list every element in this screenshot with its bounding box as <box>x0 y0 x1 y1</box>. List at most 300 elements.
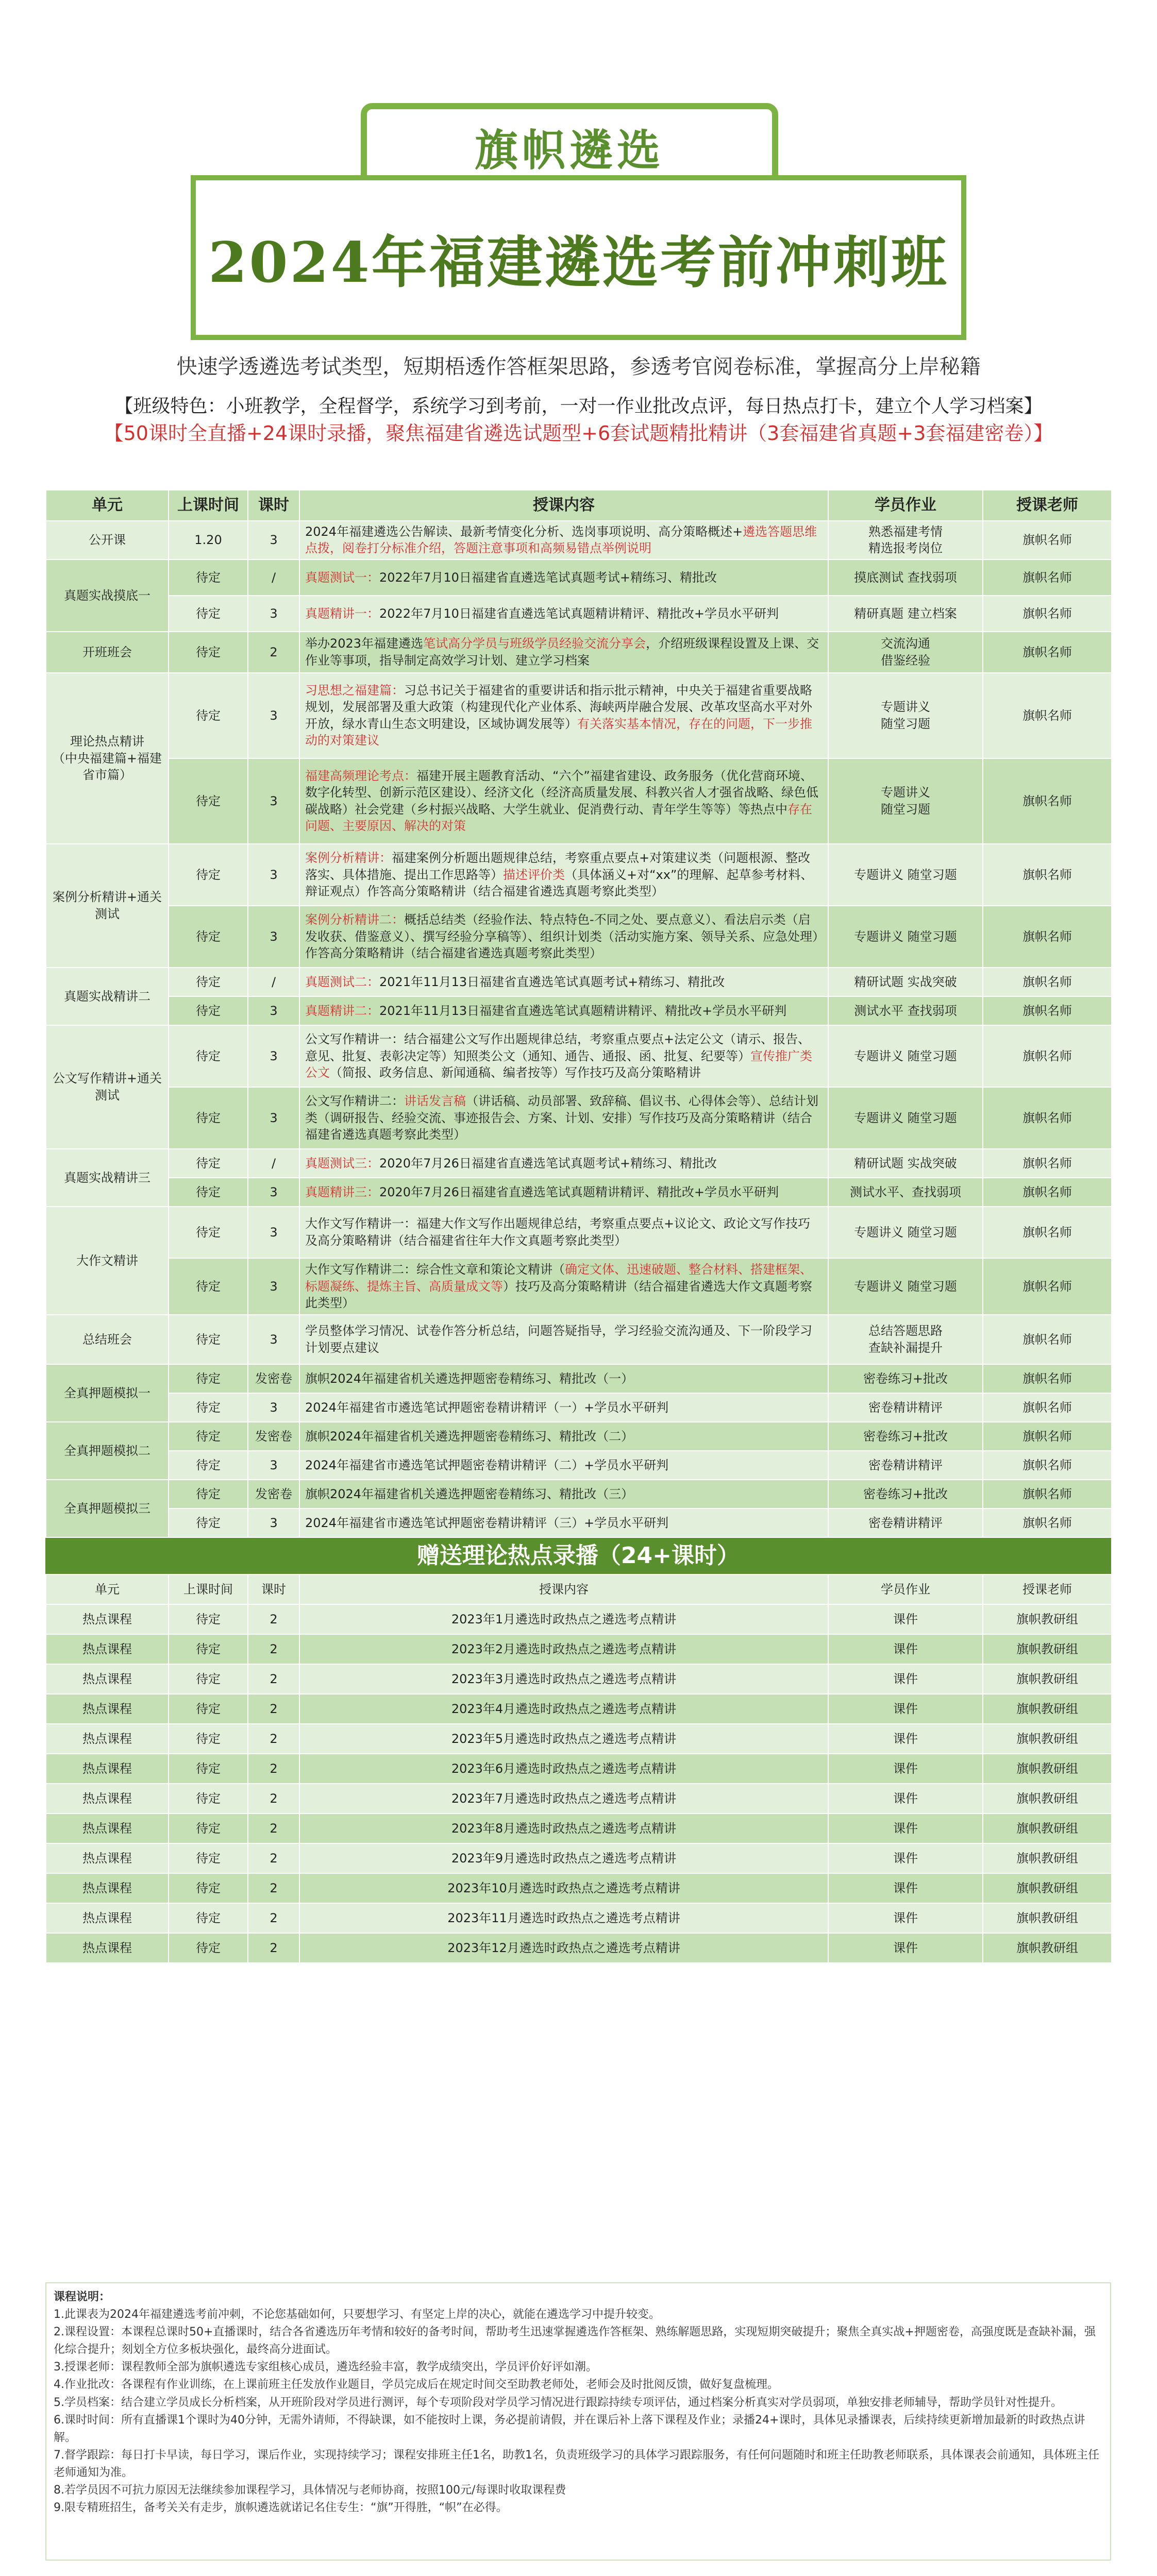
bonus-teacher-cell: 旗帜教研组 <box>983 1814 1112 1843</box>
note-item: 5.学员档案：结合建立学员成长分析档案，从开班阶段对学员进行测评，每个专项阶段对学员学习情况进行跟踪持续专项评估，通过档案分析真实对学员弱项，单独安排老师辅导，帮助学员针对性提升。 <box>54 2396 1062 2409</box>
bonus-header-content: 授课内容 <box>299 1574 828 1604</box>
bonus-hours-cell: 2 <box>248 1724 299 1754</box>
bonus-time-cell: 待定 <box>169 1814 248 1843</box>
hours-cell: 3 <box>248 596 299 632</box>
hours-cell: 3 <box>248 844 299 906</box>
content-text: 真题测试三： <box>305 1156 379 1171</box>
bonus-content-cell: 2023年4月遴选时政热点之遴选考点精讲 <box>299 1694 828 1724</box>
content-cell <box>299 1393 828 1422</box>
unit-cell: 公文写作精讲+通关测试 <box>46 1025 169 1149</box>
schedule-row <box>46 521 1112 560</box>
hours-cell: 3 <box>248 673 299 758</box>
bonus-title: 赠送理论热点录播（24+课时） <box>45 1538 1111 1574</box>
teacher-cell: 旗帜名师 <box>983 1451 1112 1480</box>
unit-cell: 真题实战摸底一 <box>46 560 169 632</box>
teacher-cell: 旗帜名师 <box>983 758 1112 844</box>
unit-cell: 全真押题模拟三 <box>46 1480 169 1537</box>
content-text: 旗帜2024年福建省机关遴选押题密卷精练习、精批改（一） <box>305 1371 634 1386</box>
bonus-header-unit: 单元 <box>46 1574 169 1604</box>
content-text: （具体涵义+对“xx”的理解、起草参考材料、辩证观点）作答高分策略精讲（结合福建省遴选真题考察此类型） <box>305 867 813 899</box>
bonus-hw-cell: 课件 <box>828 1724 983 1754</box>
note-item: 8.若学员因不可抗力原因无法继续参加课程学习，具体情况与老师协商，按照100元/每课时收取课程费 <box>54 2484 566 2497</box>
homework-cell: 专题讲义 随堂习题 <box>828 906 983 968</box>
schedule-row <box>46 1258 1112 1315</box>
content-text: 2022年7月10日福建省直遴选笔试真题考试+精练习、精批改 <box>379 570 717 585</box>
content-cell <box>299 968 828 996</box>
content-text: 2020年7月26日福建省直遴选笔试真题考试+精练习、精批改 <box>379 1156 717 1171</box>
hours-cell: 3 <box>248 1315 299 1364</box>
content-text: 习总书记关于福建省的重要讲话和指示批示精神，中央关于福建省重要战略规划，发展部署及重大政策（构建现代化产业体系、海峡两岸融合发展、改革攻坚高水平对外开放，绿水青山生态文明建设，区域协调发展等） <box>305 683 812 731</box>
homework-cell: 密卷练习+批改 <box>828 1422 983 1451</box>
content-text: 2021年11月13日福建省直遴选笔试真题考试+精练习、精批改 <box>379 974 725 989</box>
bonus-table <box>45 1574 1112 1963</box>
time-cell: 待定 <box>169 1315 248 1364</box>
content-cell <box>299 1178 828 1207</box>
bonus-content-cell: 2023年12月遴选时政热点之遴选考点精讲 <box>299 1933 828 1963</box>
homework-cell: 专题讲义 随堂习题 <box>828 844 983 906</box>
bonus-time-cell: 待定 <box>169 1664 248 1694</box>
content-text: 公文写作精讲二： <box>305 1094 404 1109</box>
bonus-time-cell: 待定 <box>169 1843 248 1873</box>
content-text: 2020年7月26日福建省直遴选笔试真题精讲精评、精批改+学员水平研判 <box>379 1184 779 1199</box>
content-text: 存在问题、主要原因、解决的对策 <box>305 802 812 834</box>
schedule-row <box>46 1178 1112 1207</box>
hours-cell: 3 <box>248 521 299 560</box>
teacher-cell: 旗帜名师 <box>983 968 1112 996</box>
schedule-body <box>46 521 1112 1537</box>
schedule-row <box>46 1393 1112 1422</box>
bonus-row <box>46 1694 1112 1724</box>
homework-cell: 专题讲义 随堂习题 <box>828 1087 983 1149</box>
bonus-header-time: 上课时间 <box>169 1574 248 1604</box>
bonus-row <box>46 1604 1112 1634</box>
content-cell <box>299 844 828 906</box>
teacher-cell: 旗帜名师 <box>983 673 1112 758</box>
bonus-hours-cell: 2 <box>248 1664 299 1694</box>
header-time: 上课时间 <box>169 490 248 521</box>
content-text: 2024年福建省市遴选笔试押题密卷精讲精评（三）+学员水平研判 <box>305 1515 669 1530</box>
content-text: 真题精讲三： <box>305 1184 379 1199</box>
bonus-hw-cell: 课件 <box>828 1664 983 1694</box>
bonus-unit-cell: 热点课程 <box>46 1604 169 1634</box>
content-text: 有关落实基本情况，存在的问题，下一步推动的对策建议 <box>305 716 812 748</box>
header-hours: 课时 <box>248 490 299 521</box>
content-text: 福建高频理论考点： <box>305 769 416 783</box>
bonus-teacher-cell: 旗帜教研组 <box>983 1694 1112 1724</box>
schedule-row <box>46 996 1112 1025</box>
teacher-cell: 旗帜名师 <box>983 1393 1112 1422</box>
bonus-unit-cell: 热点课程 <box>46 1724 169 1754</box>
bonus-content-cell: 2023年1月遴选时政热点之遴选考点精讲 <box>299 1604 828 1634</box>
subtitle: 快速学透遴选考试类型，短期梧透作答框架思路，参透考官阅卷标准，掌握高分上岸秘籍 <box>176 355 981 379</box>
content-text: 学员整体学习情况、试卷作答分析总结，问题答疑指导，学习经验交流沟通及、下一阶段学习计划要点建议 <box>305 1324 812 1355</box>
content-text: 概括总结类（经验作法、特点特色-不同之处、要点意义）、看法启示类（启发收获、借鉴意义）、撰写经验分享稿等）、组织计划类（活动实施方案、领导关系、应急处理）作答高分策略精讲（结合福建省遴选真题考察此类型） <box>305 912 818 960</box>
hours-cell: 2 <box>248 632 299 673</box>
note-item: 7.督学跟踪：每日打卡早读，每日学习，课后作业，实现持续学习；课程安排班主任1名，助教1名，负责班级学习的具体学习跟踪服务，有任何问题随时和班主任助教老师联系，具体课表会前通知，具体班主任老师通知为准。 <box>54 2448 1099 2479</box>
page-title: 2024年福建遴选考前冲刺班 <box>208 230 949 295</box>
time-cell: 待定 <box>169 1422 248 1451</box>
content-text: （简报、政务信息、新闻通稿、编者按等）写作技巧及高分策略精讲 <box>330 1065 701 1080</box>
teacher-cell: 旗帜名师 <box>983 521 1112 560</box>
teacher-cell: 旗帜名师 <box>983 1207 1112 1258</box>
schedule-row <box>46 1509 1112 1537</box>
unit-cell: 开班班会 <box>46 632 169 673</box>
schedule-row <box>46 1207 1112 1258</box>
schedule-row <box>46 1025 1112 1087</box>
bonus-unit-cell: 热点课程 <box>46 1873 169 1903</box>
content-text: 公文写作精讲一：结合福建公文写作出题规律总结，考察重点要点+法定公文（请示、报告、意见、批复、表彰决定等）知照类公文（通知、通告、通报、函、批复、纪要等） <box>305 1032 811 1063</box>
homework-cell: 密卷练习+批改 <box>828 1480 983 1509</box>
content-text: ，介绍班级课程设置及上课、交作业等事项，指导制定高效学习计划、建立学习档案 <box>305 636 819 668</box>
bonus-row <box>46 1843 1112 1873</box>
content-cell <box>299 1480 828 1509</box>
bonus-unit-cell: 热点课程 <box>46 1843 169 1873</box>
hours-cell: 3 <box>248 1207 299 1258</box>
homework-cell: 总结答题思路 查缺补漏提升 <box>828 1315 983 1364</box>
content-text: 遴选答题思维点拨，阅卷打分标准介绍，答题注意事项和高频易错点举例说明 <box>305 524 817 556</box>
bonus-time-cell: 待定 <box>169 1784 248 1814</box>
bonus-hw-cell: 课件 <box>828 1933 983 1963</box>
bonus-hw-cell: 课件 <box>828 1903 983 1933</box>
homework-cell: 熟悉福建考情 精选报考岗位 <box>828 521 983 560</box>
header-unit: 单元 <box>46 490 169 521</box>
header-teacher: 授课老师 <box>983 490 1112 521</box>
hours-cell: 3 <box>248 996 299 1025</box>
bonus-row <box>46 1754 1112 1784</box>
bonus-row <box>46 1933 1112 1963</box>
content-cell <box>299 1509 828 1537</box>
bonus-header-row <box>46 1574 1112 1604</box>
homework-cell: 专题讲义 随堂习题 <box>828 673 983 758</box>
time-cell: 1.20 <box>169 521 248 560</box>
schedule-row <box>46 1087 1112 1149</box>
teacher-cell: 旗帜名师 <box>983 1480 1112 1509</box>
homework-cell: 交流沟通 借鉴经验 <box>828 632 983 673</box>
schedule-row <box>46 1315 1112 1364</box>
content-text: 笔试高分学员与班级学员经验交流分享会 <box>423 636 646 651</box>
schedule-table <box>45 489 1112 1538</box>
bonus-row <box>46 1664 1112 1694</box>
brand-text: 旗帜遴选 <box>474 124 664 176</box>
bonus-row <box>46 1634 1112 1664</box>
notes-heading: 课程说明： <box>54 2291 111 2303</box>
bonus-hours-cell: 2 <box>248 1754 299 1784</box>
content-cell <box>299 1025 828 1087</box>
content-cell <box>299 906 828 968</box>
time-cell: 待定 <box>169 560 248 596</box>
bonus-row <box>46 1814 1112 1843</box>
content-text: 福建开展主题教育活动、“六个”福建省建设、政务服务（优化营商环境、数字化转型、创新示范区建设）、经济文化（经济高质量发展、科教兴省人才强省战略、绿色低碳战略）社会党建（乡村振兴战略、大学生就业、促消费行动、青年学生等等）等热点中 <box>305 769 818 817</box>
time-cell: 待定 <box>169 906 248 968</box>
bonus-content-cell: 2023年5月遴选时政热点之遴选考点精讲 <box>299 1724 828 1754</box>
bonus-content-cell: 2023年2月遴选时政热点之遴选考点精讲 <box>299 1634 828 1664</box>
bonus-hw-cell: 课件 <box>828 1634 983 1664</box>
bonus-teacher-cell: 旗帜教研组 <box>983 1843 1112 1873</box>
note-item: 2.课程设置：本课程总课时50+直播课时，结合各省遴选历年考情和较好的备考时间，帮助考生迅速掌握遴选作答框架、熟练解题思路，实现短期突破提升；聚焦全真实战+押题密卷，高强度既是查缺补漏，强化综合提升；刻划全方位多板块强化，最终高分进面试。 <box>54 2326 1096 2357</box>
teacher-cell: 旗帜名师 <box>983 1258 1112 1315</box>
header-content: 授课内容 <box>299 490 828 521</box>
homework-cell: 专题讲义 随堂习题 <box>828 1258 983 1315</box>
bonus-time-cell: 待定 <box>169 1604 248 1634</box>
time-cell: 待定 <box>169 758 248 844</box>
bonus-hours-cell: 2 <box>248 1604 299 1634</box>
schedule-header-row <box>46 490 1112 521</box>
teacher-cell: 旗帜名师 <box>983 906 1112 968</box>
schedule-table-wrap <box>45 489 1111 1963</box>
unit-cell: 案例分析精讲+通关测试 <box>46 844 169 968</box>
content-text: 真题测试一： <box>305 570 379 585</box>
bonus-time-cell: 待定 <box>169 1694 248 1724</box>
bonus-teacher-cell: 旗帜教研组 <box>983 1784 1112 1814</box>
bonus-teacher-cell: 旗帜教研组 <box>983 1604 1112 1634</box>
content-text: 2024年福建省市遴选笔试押题密卷精讲精评（二）+学员水平研判 <box>305 1458 669 1472</box>
time-cell: 待定 <box>169 1258 248 1315</box>
bonus-content-cell: 2023年3月遴选时政热点之遴选考点精讲 <box>299 1664 828 1694</box>
bonus-time-cell: 待定 <box>169 1754 248 1784</box>
teacher-cell: 旗帜名师 <box>983 632 1112 673</box>
content-text: 2021年11月13日福建省直遴选笔试真题精讲精评、精批改+学员水平研判 <box>379 1003 787 1018</box>
time-cell: 待定 <box>169 673 248 758</box>
content-cell <box>299 1451 828 1480</box>
bonus-time-cell: 待定 <box>169 1634 248 1664</box>
content-text: 宣传推广类公文 <box>305 1048 812 1080</box>
teacher-cell: 旗帜名师 <box>983 1422 1112 1451</box>
time-cell: 待定 <box>169 1207 248 1258</box>
homework-cell: 精研试题 实战突破 <box>828 968 983 996</box>
schedule-row <box>46 968 1112 996</box>
content-text: （讲话稿、动员部署、致辞稿、倡议书、心得体会等）、总结计划类（调研报告、经验交流、事迹报告会、方案、计划、安排）写作技巧及高分策略精讲（结合福建省遴选真题考察此类型） <box>305 1094 818 1142</box>
time-cell: 待定 <box>169 968 248 996</box>
bonus-content-cell: 2023年6月遴选时政热点之遴选考点精讲 <box>299 1754 828 1784</box>
content-text: 2022年7月10日福建省直遴选笔试真题精讲精评、精批改+学员水平研判 <box>379 606 779 621</box>
homework-cell: 密卷精讲精评 <box>828 1509 983 1537</box>
hours-cell: / <box>248 1149 299 1178</box>
teacher-cell: 旗帜名师 <box>983 560 1112 596</box>
bonus-teacher-cell: 旗帜教研组 <box>983 1664 1112 1694</box>
unit-cell: 公开课 <box>46 521 169 560</box>
homework-cell: 专题讲义 随堂习题 <box>828 758 983 844</box>
hours-cell: 发密卷 <box>248 1480 299 1509</box>
content-text: 旗帜2024年福建省机关遴选押题密卷精练习、精批改（二） <box>305 1429 634 1444</box>
homework-cell: 密卷精讲精评 <box>828 1393 983 1422</box>
bonus-content-cell: 2023年11月遴选时政热点之遴选考点精讲 <box>299 1903 828 1933</box>
bonus-hours-cell: 2 <box>248 1903 299 1933</box>
bonus-unit-cell: 热点课程 <box>46 1694 169 1724</box>
content-cell <box>299 1315 828 1364</box>
content-text: 举办2023年福建遴选 <box>305 636 424 651</box>
time-cell: 待定 <box>169 1393 248 1422</box>
time-cell: 待定 <box>169 1087 248 1149</box>
time-cell: 待定 <box>169 1509 248 1537</box>
content-cell <box>299 521 828 560</box>
bonus-hw-cell: 课件 <box>828 1754 983 1784</box>
teacher-cell: 旗帜名师 <box>983 1178 1112 1207</box>
bonus-hours-cell: 2 <box>248 1784 299 1814</box>
teacher-cell: 旗帜名师 <box>983 1149 1112 1178</box>
hours-cell: 3 <box>248 906 299 968</box>
time-cell: 待定 <box>169 596 248 632</box>
note-item: 9.限专精班招生，备考关关有走步，旗帜遴选就诺记名住专生：“旗”开得胜，“帜”在必得。 <box>54 2501 508 2515</box>
bonus-hours-cell: 2 <box>248 1814 299 1843</box>
bonus-unit-cell: 热点课程 <box>46 1814 169 1843</box>
schedule-row <box>46 1149 1112 1178</box>
note-item: 4.作业批改：各课程有作业训练，在上课前班主任发放作业题目，学员完成后在规定时间交至助教老师处，老师会及时批阅反馈，做好复盘梳理。 <box>54 2378 779 2392</box>
teacher-cell: 旗帜名师 <box>983 1364 1112 1393</box>
content-cell <box>299 560 828 596</box>
title-banner <box>191 175 966 340</box>
bonus-row <box>46 1724 1112 1754</box>
bonus-hw-cell: 课件 <box>828 1814 983 1843</box>
hours-cell: 发密卷 <box>248 1422 299 1451</box>
teacher-cell: 旗帜名师 <box>983 844 1112 906</box>
bonus-unit-cell: 热点课程 <box>46 1933 169 1963</box>
unit-cell: 全真押题模拟一 <box>46 1364 169 1422</box>
bonus-time-cell: 待定 <box>169 1724 248 1754</box>
bonus-content-cell: 2023年10月遴选时政热点之遴选考点精讲 <box>299 1873 828 1903</box>
content-text: 描述评价类 <box>503 867 565 882</box>
time-cell: 待定 <box>169 996 248 1025</box>
bonus-time-cell: 待定 <box>169 1933 248 1963</box>
homework-cell: 测试水平 查找弱项 <box>828 996 983 1025</box>
note-item: 3.授课老师：课程教师全部为旗帜遴选专家组核心成员，遴选经验丰富，教学成绩突出，学员评价好评如潮。 <box>54 2361 597 2374</box>
bonus-teacher-cell: 旗帜教研组 <box>983 1754 1112 1784</box>
content-cell <box>299 673 828 758</box>
bonus-unit-cell: 热点课程 <box>46 1754 169 1784</box>
notes-list <box>54 2306 1103 2517</box>
schedule-row <box>46 758 1112 844</box>
content-text: ）技巧及高分策略精讲（结合福建省遴选大作文真题考察此类型） <box>305 1279 812 1310</box>
bonus-content-cell: 2023年9月遴选时政热点之遴选考点精讲 <box>299 1843 828 1873</box>
time-cell: 待定 <box>169 1480 248 1509</box>
schedule-row <box>46 1364 1112 1393</box>
bonus-time-cell: 待定 <box>169 1903 248 1933</box>
content-cell <box>299 1149 828 1178</box>
hours-cell: 3 <box>248 1178 299 1207</box>
homework-cell: 精研试题 实战突破 <box>828 1149 983 1178</box>
schedule-row <box>46 1451 1112 1480</box>
hours-cell: 3 <box>248 1451 299 1480</box>
teacher-cell: 旗帜名师 <box>983 1025 1112 1087</box>
time-cell: 待定 <box>169 632 248 673</box>
time-cell: 待定 <box>169 1451 248 1480</box>
content-text: 真题测试二： <box>305 974 379 989</box>
hours-cell: 发密卷 <box>248 1364 299 1393</box>
homework-cell: 精研真题 建立档案 <box>828 596 983 632</box>
content-cell <box>299 1364 828 1393</box>
bonus-hours-cell: 2 <box>248 1933 299 1963</box>
homework-cell: 密卷练习+批改 <box>828 1364 983 1393</box>
teacher-cell: 旗帜名师 <box>983 996 1112 1025</box>
content-text: 确定文体、迅速破题、整合材料、搭建框架、标题凝练、提炼主旨、高质量成文等 <box>305 1262 812 1294</box>
hours-cell: 3 <box>248 1025 299 1087</box>
bonus-teacher-cell: 旗帜教研组 <box>983 1903 1112 1933</box>
unit-cell: 全真押题模拟二 <box>46 1422 169 1480</box>
homework-cell: 摸底测试 查找弱项 <box>828 560 983 596</box>
bonus-header-teacher: 授课老师 <box>983 1574 1112 1604</box>
bonus-hours-cell: 2 <box>248 1634 299 1664</box>
bonus-teacher-cell: 旗帜教研组 <box>983 1724 1112 1754</box>
hours-cell: / <box>248 968 299 996</box>
content-text: 案例分析精讲二： <box>305 912 404 927</box>
teacher-cell: 旗帜名师 <box>983 596 1112 632</box>
bonus-hours-cell: 2 <box>248 1694 299 1724</box>
unit-cell: 理论热点精讲 （中央福建篇+福建省市篇） <box>46 673 169 844</box>
schedule-row <box>46 632 1112 673</box>
bonus-time-cell: 待定 <box>169 1873 248 1903</box>
bonus-unit-cell: 热点课程 <box>46 1903 169 1933</box>
bonus-unit-cell: 热点课程 <box>46 1664 169 1694</box>
bonus-content-cell: 2023年8月遴选时政热点之遴选考点精讲 <box>299 1814 828 1843</box>
bonus-hw-cell: 课件 <box>828 1873 983 1903</box>
content-text: 2024年福建省市遴选笔试押题密卷精讲精评（一）+学员水平研判 <box>305 1400 669 1415</box>
bonus-unit-cell: 热点课程 <box>46 1634 169 1664</box>
content-text: 习思想之福建篇： <box>305 683 404 698</box>
bonus-row <box>46 1903 1112 1933</box>
content-text: 2024年福建遴选公告解读、最新考情变化分析、选岗事项说明、高分策略概述+ <box>305 524 743 539</box>
schedule-row <box>46 673 1112 758</box>
bonus-hw-cell: 课件 <box>828 1694 983 1724</box>
hours-cell: 3 <box>248 1258 299 1315</box>
course-notes <box>45 2282 1111 2561</box>
homework-cell: 专题讲义 随堂习题 <box>828 1025 983 1087</box>
unit-cell: 大作文精讲 <box>46 1207 169 1315</box>
hours-cell: 3 <box>248 1393 299 1422</box>
teacher-cell: 旗帜名师 <box>983 1087 1112 1149</box>
promo-line: 【50课时全直播+24课时录播，聚焦福建省遴选试题型+6套试题精批精讲（3套福建省真题+3套福建密卷）】 <box>104 422 1053 445</box>
homework-cell: 专题讲义 随堂习题 <box>828 1207 983 1258</box>
schedule-row <box>46 560 1112 596</box>
bonus-teacher-cell: 旗帜教研组 <box>983 1873 1112 1903</box>
bonus-hw-cell: 课件 <box>828 1604 983 1634</box>
content-cell <box>299 1258 828 1315</box>
hours-cell: 3 <box>248 1509 299 1537</box>
schedule-row <box>46 596 1112 632</box>
bonus-body <box>46 1604 1112 1963</box>
schedule-row <box>46 844 1112 906</box>
bonus-teacher-cell: 旗帜教研组 <box>983 1933 1112 1963</box>
content-cell <box>299 1422 828 1451</box>
homework-cell: 密卷精讲精评 <box>828 1451 983 1480</box>
bonus-content-cell: 2023年7月遴选时政热点之遴选考点精讲 <box>299 1784 828 1814</box>
time-cell: 待定 <box>169 1149 248 1178</box>
class-features: 【班级特色：小班教学，全程督学，系统学习到考前，一对一作业批改点评，每日热点打卡，建立个人学习档案】 <box>114 396 1043 417</box>
content-cell <box>299 1087 828 1149</box>
content-text: 大作文写作精讲一：福建大作文写作出题规律总结，考察重点要点+议论文、政论文写作技巧及高分策略精讲（结合福建省往年大作文真题考察此类型） <box>305 1216 811 1248</box>
teacher-cell: 旗帜名师 <box>983 1315 1112 1364</box>
content-text: 大作文写作精讲二：综合性文章和策论文精讲（ <box>305 1262 565 1277</box>
schedule-row <box>46 1480 1112 1509</box>
bonus-hours-cell: 2 <box>248 1873 299 1903</box>
content-cell <box>299 596 828 632</box>
hours-cell: 3 <box>248 758 299 844</box>
content-text: 案例分析精讲： <box>305 851 392 866</box>
time-cell: 待定 <box>169 1178 248 1207</box>
bonus-teacher-cell: 旗帜教研组 <box>983 1634 1112 1664</box>
bonus-row <box>46 1784 1112 1814</box>
content-text: 福建案例分析题出题规律总结，考察重点要点+对策建议类（问题根源、整改落实、具体措施、提出工作思路等） <box>305 851 811 882</box>
header-homework: 学员作业 <box>828 490 983 521</box>
content-cell <box>299 632 828 673</box>
time-cell: 待定 <box>169 844 248 906</box>
content-text: 讲话发言稿 <box>404 1094 466 1109</box>
unit-cell: 总结班会 <box>46 1315 169 1364</box>
time-cell: 待定 <box>169 1364 248 1393</box>
homework-cell: 测试水平、查找弱项 <box>828 1178 983 1207</box>
content-cell <box>299 1207 828 1258</box>
bonus-unit-cell: 热点课程 <box>46 1784 169 1814</box>
note-item: 6.课时时间：所有直播课1个课时为40分钟，无需外请师，不得缺课，如不能按时上课，务必提前请假，并在课后补上落下课程及作业；录播24+课时，具体见录播课表，后续持续更新增加最新的时政热点讲解。 <box>54 2413 1085 2444</box>
unit-cell: 真题实战精讲三 <box>46 1149 169 1207</box>
